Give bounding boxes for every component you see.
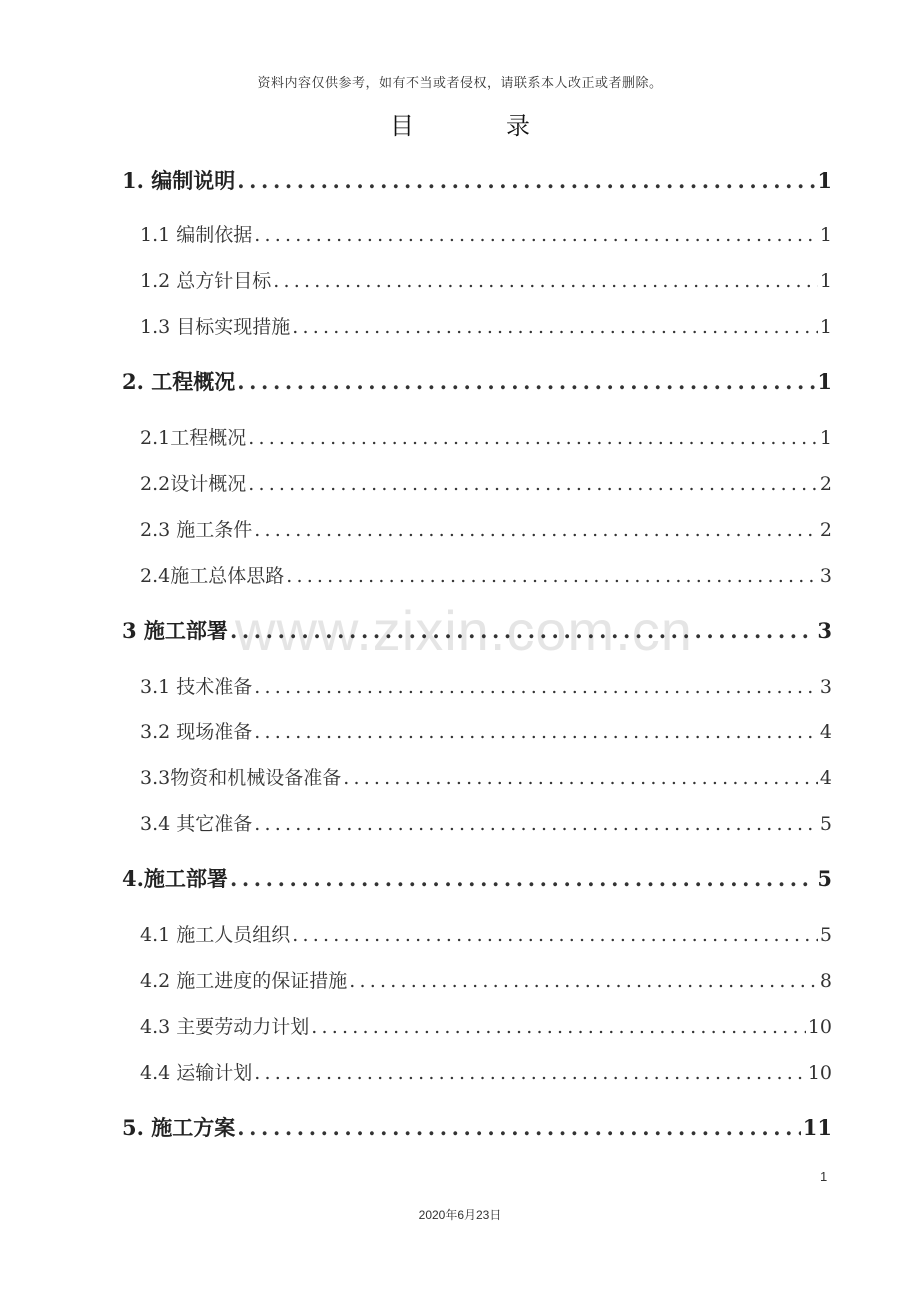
toc-entry-level2[interactable]	[140, 966, 832, 993]
toc-entry-page: 3	[819, 676, 832, 698]
toc-leader-dots	[343, 767, 818, 789]
toc-leader-dots	[254, 721, 818, 743]
toc-entry-page: 1	[819, 427, 832, 449]
toc-entry-label: 2.1工程概况	[140, 427, 247, 449]
toc-entry-page: 4	[819, 721, 832, 743]
toc-leader-dots	[254, 813, 818, 835]
toc-entry-label: 3 施工部署	[122, 618, 228, 643]
footer-date: 2020年6月23日	[418, 1208, 502, 1222]
toc-leader-dots	[254, 1062, 806, 1084]
toc-leader-dots	[349, 970, 818, 992]
toc-entry-level2[interactable]	[140, 809, 832, 836]
toc-entry-label: 1.1 编制依据	[140, 224, 253, 246]
toc-title-char-2: 录	[506, 112, 530, 140]
toc-leader-dots	[230, 618, 815, 643]
toc-entry-label: 4.2 施工进度的保证措施	[140, 970, 348, 992]
toc-entry-page: 1	[819, 270, 832, 292]
toc-entry-label: 4.施工部署	[122, 866, 228, 891]
toc-entry-label: 3.1 技术准备	[140, 676, 253, 698]
toc-leader-dots	[292, 316, 818, 338]
toc-entry-page: 1	[819, 316, 832, 338]
toc-entry-label: 5. 施工方案	[122, 1115, 236, 1140]
toc-entry-label: 3.4 其它准备	[140, 813, 253, 835]
toc-entry-level1[interactable]	[122, 165, 832, 195]
toc-entry-level2[interactable]	[140, 423, 832, 450]
toc-entry-page: 8	[819, 970, 832, 992]
toc-leader-dots	[237, 168, 815, 193]
toc-entry-page: 10	[807, 1016, 832, 1038]
toc-leader-dots	[254, 224, 818, 246]
toc-leader-dots	[237, 369, 815, 394]
toc-entry-page: 1	[817, 369, 832, 394]
toc-entry-label: 2.4施工总体思路	[140, 565, 285, 587]
toc-entry-level2[interactable]	[140, 266, 832, 293]
toc-entry-level2[interactable]	[140, 220, 832, 247]
toc-title	[0, 106, 920, 141]
toc-entry-label: 4.3 主要劳动力计划	[140, 1016, 310, 1038]
page-number: 1	[820, 1169, 828, 1184]
toc-entry-level2[interactable]	[140, 515, 832, 542]
toc-entry-level1[interactable]	[122, 1112, 832, 1142]
toc-entry-label: 3.3物资和机械设备准备	[140, 767, 342, 789]
toc-entry-level1[interactable]	[122, 615, 832, 645]
toc-entry-label: 4.4 运输计划	[140, 1062, 253, 1084]
toc-entry-label: 1.3 目标实现措施	[140, 316, 291, 338]
toc-entry-page: 5	[819, 924, 832, 946]
toc-leader-dots	[254, 519, 818, 541]
toc-entry-page: 11	[802, 1115, 832, 1140]
toc-entry-page: 5	[817, 866, 832, 891]
toc-entry-page: 3	[817, 618, 832, 643]
toc-leader-dots	[273, 270, 818, 292]
toc-leader-dots	[248, 473, 818, 495]
toc-entry-label: 1. 编制说明	[122, 168, 236, 193]
toc-entry-level2[interactable]	[140, 1058, 832, 1085]
toc-entry-label: 2.3 施工条件	[140, 519, 253, 541]
toc-entry-level2[interactable]	[140, 920, 832, 947]
toc-entry-level1[interactable]	[122, 863, 832, 893]
toc-entry-level2[interactable]	[140, 312, 832, 339]
toc-entry-level2[interactable]	[140, 672, 832, 699]
toc-leader-dots	[292, 924, 818, 946]
toc-entry-level1[interactable]	[122, 366, 832, 396]
toc-entry-page: 2	[819, 519, 832, 541]
toc-entry-level2[interactable]	[140, 763, 832, 790]
toc-entry-page: 5	[819, 813, 832, 835]
watermark: www.zixin.com.cn	[235, 599, 693, 662]
toc-entry-level2[interactable]	[140, 717, 832, 744]
toc-entry-page: 1	[819, 224, 832, 246]
toc-leader-dots	[237, 1115, 801, 1140]
toc-leader-dots	[286, 565, 818, 587]
toc-entry-page: 4	[819, 767, 832, 789]
toc-entry-label: 2. 工程概况	[122, 369, 236, 394]
toc-leader-dots	[254, 676, 818, 698]
toc-entry-label: 3.2 现场准备	[140, 721, 253, 743]
toc-entry-label: 4.1 施工人员组织	[140, 924, 291, 946]
toc-entry-label: 1.2 总方针目标	[140, 270, 272, 292]
toc-entry-level2[interactable]	[140, 561, 832, 588]
toc-leader-dots	[230, 866, 815, 891]
header-disclaimer: 资料内容仅供参考，如有不当或者侵权，请联系本人改正或者删除。	[257, 76, 663, 91]
toc-title-char-1: 目	[390, 112, 414, 140]
toc-entry-page: 2	[819, 473, 832, 495]
toc-entry-page: 10	[807, 1062, 832, 1084]
toc-leader-dots	[311, 1016, 806, 1038]
toc-entry-level2[interactable]	[140, 1012, 832, 1039]
toc-entry-level2[interactable]	[140, 469, 832, 496]
toc-entry-page: 3	[819, 565, 832, 587]
toc-entry-page: 1	[817, 168, 832, 193]
toc-leader-dots	[248, 427, 818, 449]
toc-entry-label: 2.2设计概况	[140, 473, 247, 495]
